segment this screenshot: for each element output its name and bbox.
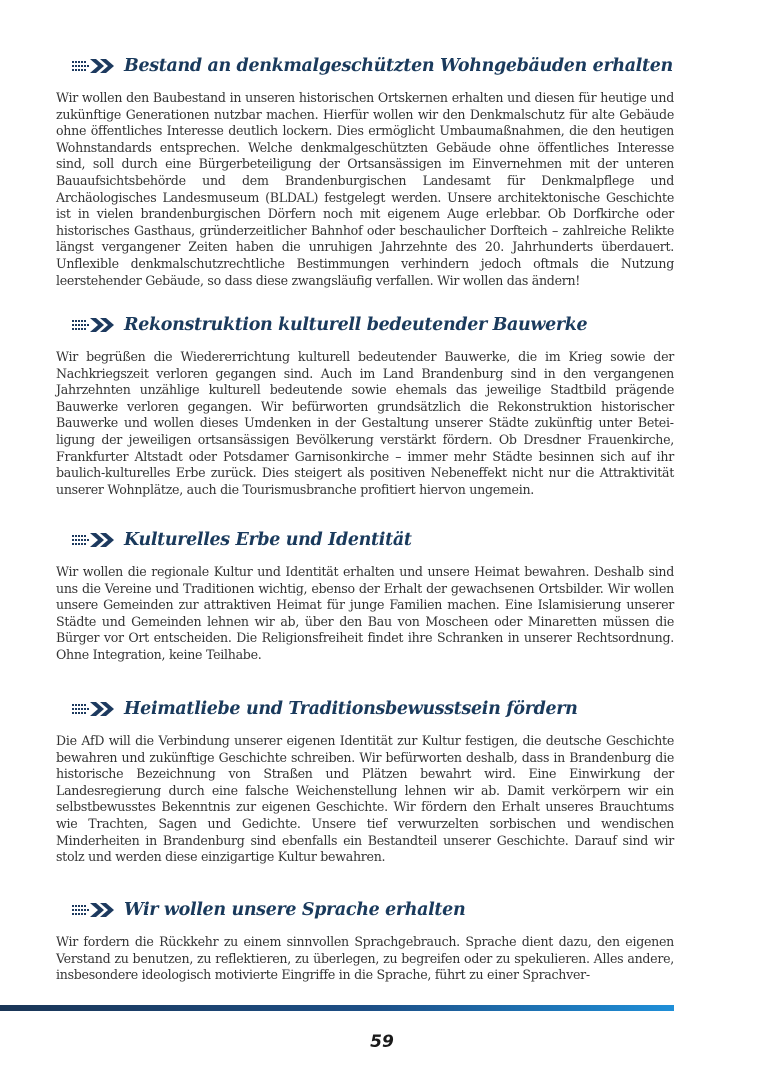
double-chevron-arrow-icon [70, 531, 120, 549]
section-heimatliebe [56, 696, 674, 866]
section-body: Wir wollen den Baubestand in unseren historischen Ortskernen erhalten und diesen für heutige und zukünftige Generationen nutzbar machen. Hierfür wollen wir den Denkmalschutz für alte Gebäude ohne öffentliches Interesse deutlich lockern. Dies ermöglicht Umbaumaßnahmen, die den heutigen Wohnstandards entsprechen. Welche denkmalgeschützten Gebäude ohne öffentliches Interesse sind, soll durch eine Bürgerbeteiligung der Ortsansässigen im Einvernehmen mit der unteren Bauaufsichtsbehörde und dem Brandenburgischen Landesamt für Denkmalpflege und Archäologisches Landesmuseum (BLDAL) festgelegt werden. Unsere architektonische Geschichte ist in vielen brandenburgischen Dörfern noch mit eigenem Auge erlebbar. Ob Dorfkirche oder historisches Gasthaus, gründerzeitlicher Bahnhof oder beschaulicher Dorfteich – zahlreiche Relikte längst vergangener Zeiten haben die unruhigen Jahrzehnte des 20. Jahrhunderts überdauert. Unflexible denkmalschutzrechtliche Bestimmungen verhindern jedoch oftmals die Nutzung leerstehender Gebäude, so dass diese zwangsläufig verfallen. Wir wollen das ändern! [56, 90, 674, 288]
section-title: Heimatliebe und Traditionsbewusstsein fördern [124, 699, 578, 719]
double-chevron-arrow-icon [70, 901, 120, 919]
section-rekonstruktion [56, 312, 674, 498]
section-title: Bestand an denkmalgeschützten Wohngebäuden erhalten [124, 56, 673, 76]
section-body: Wir begrüßen die Wiedererrichtung kulturell bedeutender Bauwerke, die im Krieg sowie der Nachkriegszeit verloren gegangen sind. Auch im Land Brandenburg sind in den vergangenen Jahrzehnten unzählige kulturell bedeutende sowie ehemals das jeweilige Stadtbild prägende Bauwerke verloren gegangen. Wir befürworten grundsätzlich die Rekonstruktion historischer Bauwerke und wollen dieses Umdenken in der Gestaltung unserer Städte zukünftig unter Beteiligung der jeweiligen ortsansässigen Bevölkerung verstärkt fördern. Ob Dresdner Frauenkirche, Frankfurter Altstadt oder Potsdamer Garnisonkirche – immer mehr Städte besinnen sich auf ihr baulich-kulturelles Erbe zurück. Dies steigert als positiven Nebeneffekt nicht nur die Attraktivität unserer Wohnplätze, auch die Tourismusbranche profitiert hiervon ungemein. [56, 349, 674, 497]
section-body: Die AfD will die Verbindung unserer eigenen Identität zur Kultur festigen, die deutsche Geschichte bewahren und zukünftige Geschichte schreiben. Wir befürworten deshalb, dass in Brandenburg die historische Bezeichnung von Straßen und Plätzen bewahrt wird. Eine Einwirkung der Landesregierung durch eine falsche Weichenstellung lehnen wir ab. Damit verkörpern wir ein selbstbewusstes Bekenntnis zur eigenen Geschichte. Wir fördern den Erhalt unseres Brauchtums wie Trachten, Sagen und Gedichte. Unsere tief verwurzelten sorbischen und wendischen Minderheiten in Brandenburg sind ebenfalls ein Bestandteil unserer Geschichte. Darauf sind wir stolz und werden diese einzigartige Kultur bewahren. [56, 733, 674, 865]
page-number: 59 [370, 1032, 394, 1052]
section-denkmalschutz [56, 53, 674, 289]
section-heading [56, 897, 674, 923]
section-body: Wir wollen die regionale Kultur und Identität erhalten und unsere Heimat bewahren. Deshalb sind uns die Vereine und Traditionen wichtig, ebenso der Erhalt der gewachsenen Ortsbilder. Wir wollen unsere Gemeinden zur attraktiven Heimat für junge Familien machen. Eine Islamisierung unserer Städte und Gemeinden lehnen wir ab, über den Bau von Moscheen oder Minaretten müssen die Bürger vor Ort entscheiden. Die Religionsfreiheit findet ihre Schranken in unserer Rechtsordnung. Ohne Integration, keine Teilhabe. [56, 564, 674, 662]
section-title: Kulturelles Erbe und Identität [124, 530, 412, 550]
double-chevron-arrow-icon [70, 57, 120, 75]
section-sprache [56, 897, 674, 984]
section-heading [56, 53, 674, 79]
section-title: Rekonstruktion kulturell bedeutender Bauwerke [124, 315, 588, 335]
section-heading [56, 312, 674, 338]
section-heading [56, 696, 674, 722]
section-heading [56, 527, 674, 553]
section-kulturelles-erbe [56, 527, 674, 664]
footer-gradient-bar [0, 1005, 674, 1011]
double-chevron-arrow-icon [70, 700, 120, 718]
double-chevron-arrow-icon [70, 316, 120, 334]
section-body: Wir fordern die Rückkehr zu einem sinnvollen Sprachgebrauch. Sprache dient dazu, den eigenen Verstand zu benutzen, zu reflektieren, zu überlegen, zu begreifen oder zu spekulieren. Alles andere, insbesondere ideologisch motivierte Eingriffe in die Sprache, führt zu einer Sprachver- [56, 934, 674, 983]
section-title: Wir wollen unsere Sprache erhalten [124, 900, 466, 920]
